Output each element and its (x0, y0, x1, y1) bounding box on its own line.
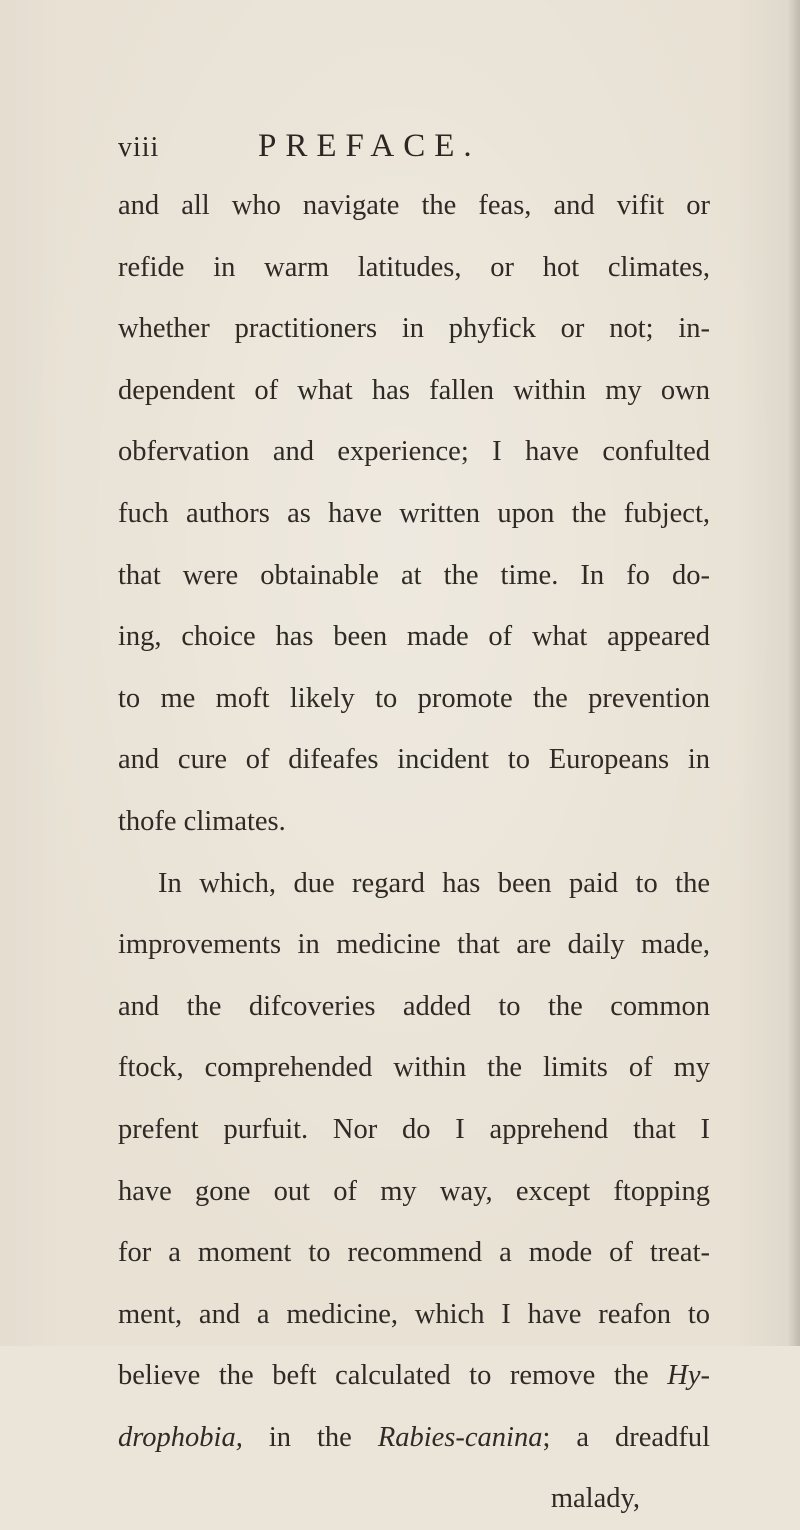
running-head (0, 128, 800, 168)
text-segment: believe the beft calculated to remove the (118, 1360, 649, 1392)
text-segment: ; a dreadful (542, 1421, 710, 1453)
text-line: and the difcoveries added to the common (118, 990, 710, 1022)
text-line: fuch authors as have written upon the fubject, (118, 497, 710, 529)
text-line: for a moment to recommend a mode of treat- (118, 1237, 710, 1269)
text-line: dependent of what has fallen within my own (118, 374, 710, 406)
text-line: that were obtainable at the time. In fo do- (118, 559, 710, 591)
body-text (118, 175, 710, 1530)
text-line: and cure of difeafes incident to Europeans in (118, 744, 710, 776)
italic-term: Hy- (667, 1360, 711, 1392)
italic-term: Rabies-canina (377, 1421, 543, 1453)
text-line: ing, choice has been made of what appeared (118, 621, 710, 653)
page-number: viii (118, 132, 160, 163)
text-line: ftock, comprehended within the limits of my (118, 1052, 710, 1084)
page-edge-shadow (788, 0, 800, 1346)
text-line: refide in warm latitudes, or hot climates, (118, 251, 710, 283)
text-line: obfervation and experience; I have confulted (118, 436, 710, 468)
text-line: whether practitioners in phyfick or not; in- (118, 313, 710, 345)
paragraph-start-line: In which, due regard has been paid to the (158, 867, 710, 899)
text-line: ment, and a medicine, which I have reafon to (118, 1298, 710, 1330)
text-line: to me moft likely to promote the prevention (118, 682, 710, 714)
text-line (118, 1407, 710, 1469)
page-title: PREFACE. (258, 128, 481, 164)
text-line: prefent purfuit. Nor do I apprehend that I (118, 1113, 710, 1145)
italic-term: drophobia, (118, 1421, 243, 1453)
text-line: thofe climates. (118, 805, 286, 837)
text-segment: in the (242, 1421, 378, 1453)
catchword: malady, (550, 1483, 640, 1515)
text-line: have gone out of my way, except ftopping (118, 1175, 710, 1207)
text-line: improvements in medicine that are daily made, (118, 929, 710, 961)
text-line: and all who navigate the feas, and vifit or (118, 190, 710, 221)
text-line (118, 1345, 710, 1407)
